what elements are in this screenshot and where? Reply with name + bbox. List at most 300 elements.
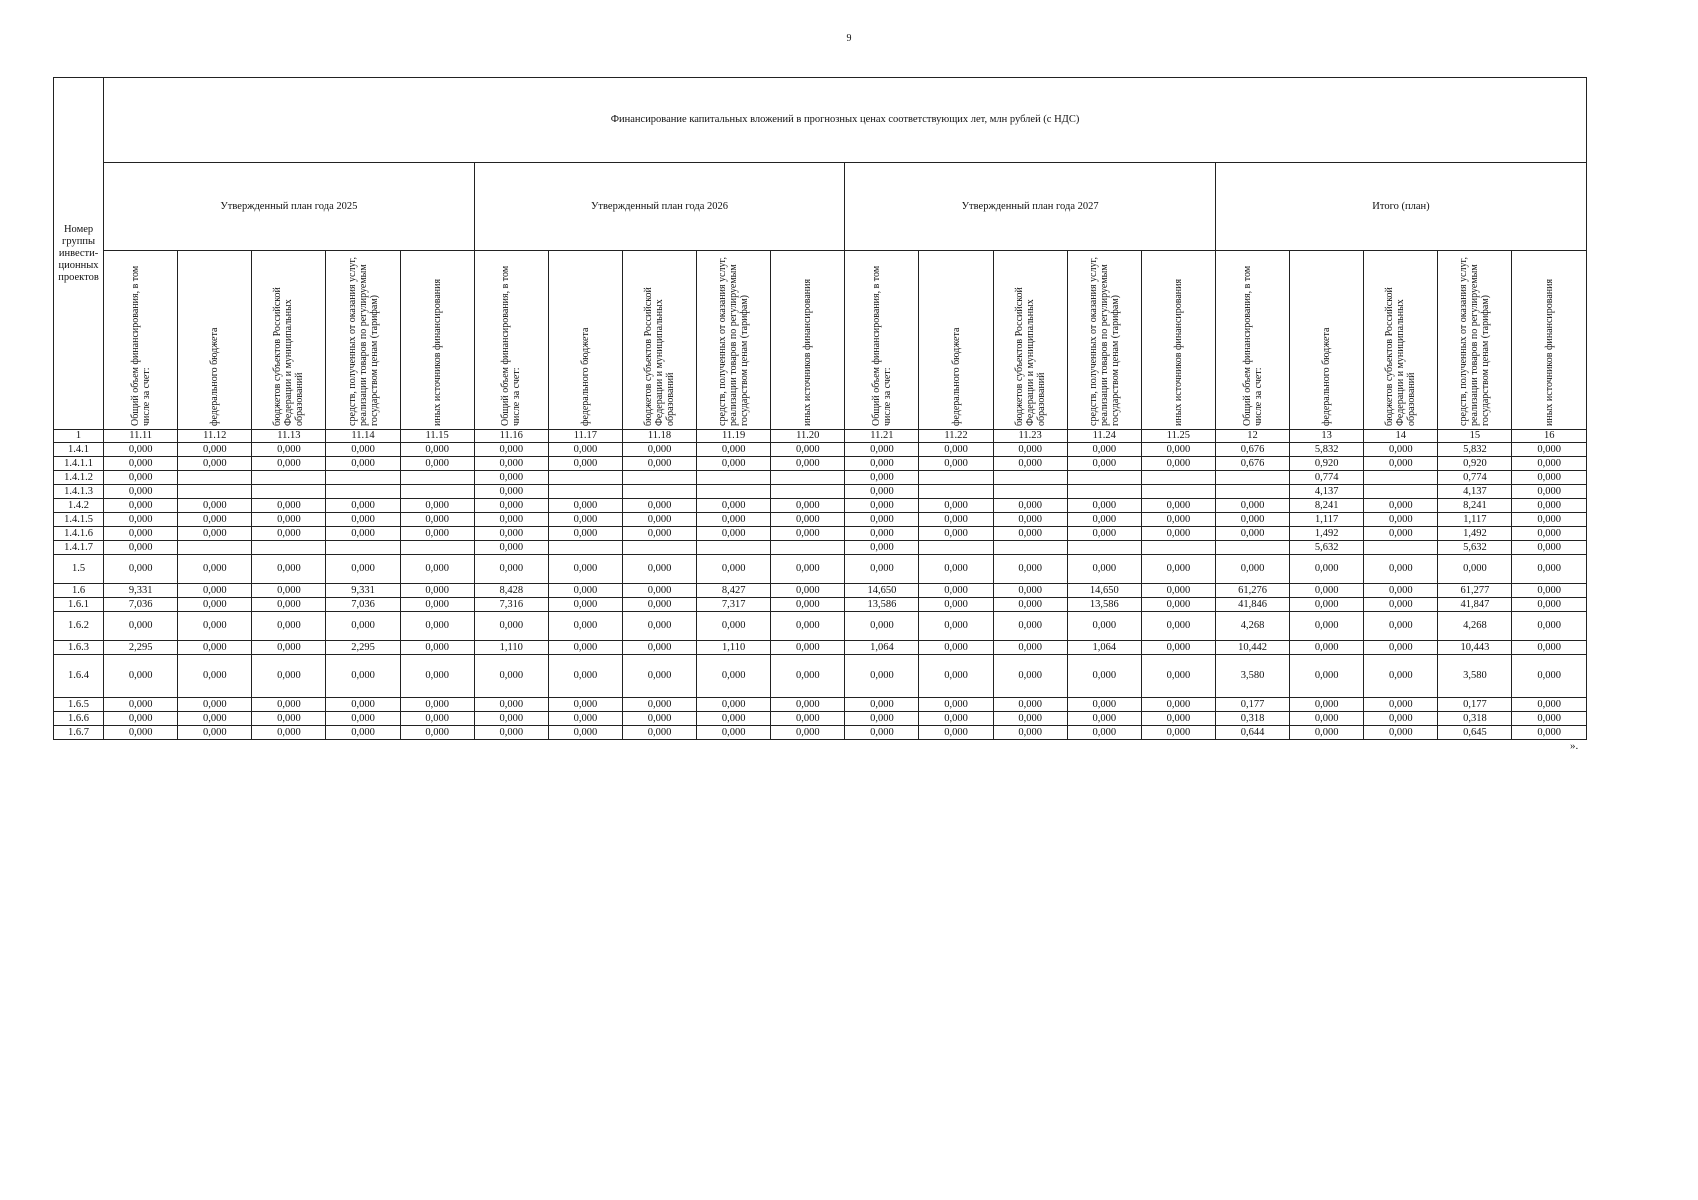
table-cell: 0,000 [178,698,252,712]
table-cell [771,471,845,485]
table-cell: 7,317 [697,598,771,612]
table-cell: 4,137 [1290,485,1364,499]
table-cell: 0,000 [1067,698,1141,712]
table-cell: 0,000 [771,527,845,541]
table-cell: 0,000 [771,641,845,655]
table-row [54,499,1587,513]
subheader-text: иных источников финансирования [1172,278,1184,426]
subheader-cell [1290,251,1364,430]
table-cell: 61,277 [1438,584,1512,598]
table-cell [178,541,252,555]
table-cell [252,541,326,555]
table-cell: 10,443 [1438,641,1512,655]
table-cell: 0,000 [771,712,845,726]
table-cell: 5,632 [1438,541,1512,555]
table-cell: 0,000 [1067,555,1141,584]
subheader-text: федерального бюджета [209,327,221,426]
table-cell: 0,000 [400,527,474,541]
table-cell: 0,000 [771,612,845,641]
table-cell: 0,000 [474,541,548,555]
table-cell: 0,318 [1215,712,1289,726]
table-cell [326,471,400,485]
table-cell: 0,000 [1141,712,1215,726]
table-cell: 0,000 [548,598,622,612]
table-cell: 0,000 [400,513,474,527]
table-cell: 0,645 [1438,726,1512,740]
subheader-cell [993,251,1067,430]
table-cell: 7,036 [326,598,400,612]
table-cell: 0,000 [1512,499,1587,513]
table-row [54,584,1587,598]
table-cell: 0,000 [1364,584,1438,598]
table-cell: 0,000 [622,598,696,612]
table-cell: 0,000 [993,712,1067,726]
table-cell [548,485,622,499]
table-cell: 0,000 [1512,541,1587,555]
row-group-number: 1.6.3 [54,641,104,655]
table-cell [1067,471,1141,485]
table-cell: 1,064 [845,641,919,655]
table-cell: 1,492 [1438,527,1512,541]
table-cell [993,471,1067,485]
table-cell: 0,000 [548,641,622,655]
table-cell: 0,000 [474,555,548,584]
table-cell: 0,000 [104,698,178,712]
table-cell: 0,000 [252,457,326,471]
table-cell: 0,000 [400,555,474,584]
table-cell: 0,000 [104,655,178,698]
table-cell: 0,000 [1512,598,1587,612]
table-cell: 0,000 [1290,598,1364,612]
closing-quote: ». [1570,740,1579,752]
table-cell: 5,632 [1290,541,1364,555]
table-row [54,655,1587,698]
table-cell: 0,000 [919,527,993,541]
table-cell: 0,000 [474,443,548,457]
table-cell: 0,000 [1290,655,1364,698]
subheader-text: Общий объем финансирования, в том числе за счет: [500,265,523,426]
subheader-cell [178,251,252,430]
table-cell [326,485,400,499]
table-cell [1141,485,1215,499]
table-cell: 0,000 [919,712,993,726]
table-cell: 0,000 [771,443,845,457]
row-group-number: 1.6.1 [54,598,104,612]
table-cell: 0,000 [548,712,622,726]
subheader-text: средств, полученных от оказания услуг, реализации товаров по регулируемым государством ценам (тарифам) [346,257,380,426]
table-cell: 0,000 [1512,443,1587,457]
table-cell: 0,000 [178,726,252,740]
table-cell [919,485,993,499]
table-cell: 0,000 [400,698,474,712]
table-cell: 0,000 [400,655,474,698]
column-number: 11.20 [771,430,845,443]
table-cell: 0,000 [1512,457,1587,471]
column-number: 11.15 [400,430,474,443]
column-number: 11.14 [326,430,400,443]
subheader-cell [326,251,400,430]
subheader-cell [474,251,548,430]
table-cell: 2,295 [104,641,178,655]
table-row [54,513,1587,527]
table-cell: 0,000 [474,485,548,499]
subheader-text: Общий объем финансирования, в том числе за счет: [870,265,893,426]
table-cell: 0,000 [104,457,178,471]
row-group-number: 1.6.2 [54,612,104,641]
subheader-text: средств, полученных от оказания услуг, реализации товаров по регулируемым государством ценам (тарифам) [1458,257,1492,426]
table-cell: 0,000 [252,655,326,698]
table-cell [697,541,771,555]
table-cell: 0,000 [993,698,1067,712]
table-cell: 0,177 [1438,698,1512,712]
table-cell: 0,000 [474,612,548,641]
table-cell [1215,541,1289,555]
table-cell: 0,000 [919,612,993,641]
table-cell: 0,000 [400,499,474,513]
table-cell: 0,000 [993,655,1067,698]
table-row [54,555,1587,584]
table-cell: 0,774 [1290,471,1364,485]
table-cell [622,485,696,499]
table-cell: 0,676 [1215,457,1289,471]
table-cell: 0,000 [326,698,400,712]
table-cell: 0,000 [1290,584,1364,598]
subheader-text: федерального бюджета [1321,327,1333,426]
table-cell: 0,000 [326,555,400,584]
table-cell: 0,000 [622,712,696,726]
column-number: 12 [1215,430,1289,443]
table-cell: 0,000 [697,527,771,541]
table-cell: 0,000 [1512,712,1587,726]
table-cell: 0,000 [993,641,1067,655]
table-cell: 0,000 [771,555,845,584]
table-cell: 0,000 [919,457,993,471]
table-cell: 0,000 [845,655,919,698]
table-cell: 4,268 [1438,612,1512,641]
subheader-text: иных источников финансирования [431,278,443,426]
table-cell: 0,000 [845,555,919,584]
table-cell: 0,000 [1364,443,1438,457]
table-cell: 0,000 [697,457,771,471]
column-number: 11.13 [252,430,326,443]
table-cell: 0,000 [1290,641,1364,655]
table-cell: 0,000 [993,555,1067,584]
table-cell: 0,000 [400,443,474,457]
table-cell: 0,000 [993,584,1067,598]
table-cell: 0,000 [1290,712,1364,726]
page-number: 9 [846,33,852,44]
column-number: 13 [1290,430,1364,443]
column-number: 11.19 [697,430,771,443]
table-cell: 0,000 [104,555,178,584]
table-cell [178,485,252,499]
table-cell: 0,000 [104,513,178,527]
table-cell: 0,000 [548,555,622,584]
table-cell: 0,000 [104,541,178,555]
table-cell: 0,000 [104,471,178,485]
group-number-header: Номер группы инвести-ционных проектов [54,78,104,430]
table-cell [1364,541,1438,555]
table-cell: 0,000 [1215,527,1289,541]
row-group-number: 1.4.1.3 [54,485,104,499]
table-cell: 61,276 [1215,584,1289,598]
table-cell: 0,000 [1067,612,1141,641]
table-cell: 0,000 [1141,443,1215,457]
column-number: 11.12 [178,430,252,443]
table-row [54,541,1587,555]
table-cell: 0,000 [1364,457,1438,471]
table-cell: 0,000 [1067,527,1141,541]
table-cell [771,541,845,555]
table-cell: 0,000 [1141,641,1215,655]
table-cell [1215,471,1289,485]
table-cell: 0,000 [548,726,622,740]
table-cell: 0,000 [1141,513,1215,527]
table-cell: 13,586 [845,598,919,612]
table-cell: 0,000 [771,513,845,527]
table-cell: 0,000 [1512,655,1587,698]
table-row [54,698,1587,712]
column-number: 1 [54,430,104,443]
table-cell: 0,000 [845,527,919,541]
table-cell: 0,000 [697,443,771,457]
table-cell: 0,000 [1512,555,1587,584]
table-cell: 1,117 [1438,513,1512,527]
table-cell: 0,000 [104,612,178,641]
table-cell [400,471,474,485]
table-cell: 0,000 [1364,698,1438,712]
table-cell: 0,000 [1290,726,1364,740]
table-cell: 0,000 [622,513,696,527]
table-cell [326,541,400,555]
table-cell [1067,485,1141,499]
table-cell: 0,000 [1141,584,1215,598]
table-cell: 0,000 [622,527,696,541]
year-header: Утвержденный план года 2025 [104,163,475,251]
table-cell: 0,000 [771,655,845,698]
table-cell: 0,000 [919,641,993,655]
table-cell: 0,000 [474,726,548,740]
subheader-text: Общий объем финансирования, в том числе за счет: [129,265,152,426]
table-cell: 0,000 [1364,712,1438,726]
table-cell: 0,000 [993,726,1067,740]
table-cell: 0,000 [252,584,326,598]
table-cell: 0,000 [548,612,622,641]
row-group-number: 1.6.4 [54,655,104,698]
table-cell: 0,000 [474,655,548,698]
row-group-number: 1.6 [54,584,104,598]
table-cell: 0,000 [1512,527,1587,541]
table-cell [1364,471,1438,485]
table-cell: 0,000 [771,499,845,513]
table-cell: 0,000 [919,584,993,598]
table-cell: 0,000 [1512,612,1587,641]
table-cell [622,541,696,555]
subheader-cell [771,251,845,430]
table-row [54,712,1587,726]
table-cell: 0,000 [548,513,622,527]
table-row [54,485,1587,499]
row-group-number: 1.6.5 [54,698,104,712]
table-row [54,641,1587,655]
table-cell: 0,000 [252,641,326,655]
table-cell: 0,000 [622,612,696,641]
table-cell: 0,000 [845,499,919,513]
table-cell: 0,000 [1067,513,1141,527]
row-group-number: 1.4.1.1 [54,457,104,471]
table-cell: 0,000 [622,584,696,598]
table-cell: 0,920 [1290,457,1364,471]
table-cell: 0,000 [697,726,771,740]
table-cell: 0,000 [993,527,1067,541]
table-cell: 0,000 [1364,641,1438,655]
table-cell: 0,000 [548,499,622,513]
subheader-text: средств, полученных от оказания услуг, реализации товаров по регулируемым государством ценам (тарифам) [1087,257,1121,426]
table-cell: 8,428 [474,584,548,598]
table-cell: 0,000 [400,457,474,471]
table-cell: 0,000 [1438,555,1512,584]
table-row [54,612,1587,641]
table-cell: 0,676 [1215,443,1289,457]
subheader-text: бюджетов субъектов Российской Федерации и муниципальных образований [1384,287,1418,426]
table-cell: 0,000 [697,555,771,584]
table-cell: 0,000 [1067,499,1141,513]
table-cell: 0,000 [326,712,400,726]
table-cell: 0,000 [1141,527,1215,541]
table-cell: 0,000 [697,655,771,698]
row-group-number: 1.6.6 [54,712,104,726]
table-cell: 0,000 [1215,499,1289,513]
table-cell: 8,427 [697,584,771,598]
subheader-text: средств, полученных от оказания услуг, реализации товаров по регулируемым государством ценам (тарифам) [717,257,751,426]
subheader-text: бюджетов субъектов Российской Федерации и муниципальных образований [643,287,677,426]
table-cell: 0,000 [1290,612,1364,641]
table-cell: 0,000 [1290,698,1364,712]
table-cell: 0,000 [1141,698,1215,712]
table-cell: 0,000 [326,726,400,740]
table-cell: 0,000 [252,555,326,584]
subheader-cell [1512,251,1587,430]
row-group-number: 1.4.1.5 [54,513,104,527]
table-cell: 0,000 [178,555,252,584]
table-cell [1141,471,1215,485]
table-cell: 0,000 [771,457,845,471]
table-cell [993,485,1067,499]
table-cell: 1,064 [1067,641,1141,655]
table-cell: 0,000 [919,555,993,584]
table-cell: 0,000 [1141,457,1215,471]
table-cell: 0,000 [1290,555,1364,584]
table-cell: 0,000 [1067,443,1141,457]
table-cell: 0,000 [845,612,919,641]
table-cell: 0,000 [178,641,252,655]
table-cell: 0,000 [771,698,845,712]
year-header: Утвержденный план года 2027 [845,163,1216,251]
table-cell: 0,000 [845,712,919,726]
table-cell: 0,000 [919,443,993,457]
table-cell: 0,000 [1141,499,1215,513]
table-cell: 0,000 [1141,655,1215,698]
table-cell: 0,000 [474,527,548,541]
table-cell: 0,000 [474,499,548,513]
table-cell: 0,000 [252,443,326,457]
table-cell: 0,000 [1364,726,1438,740]
table-cell: 0,000 [919,726,993,740]
table-cell [919,471,993,485]
table-cell: 0,000 [400,598,474,612]
subheader-text: федерального бюджета [579,327,591,426]
table-cell: 0,000 [622,698,696,712]
subheader-cell [104,251,178,430]
table-cell: 0,000 [104,726,178,740]
table-cell: 0,000 [993,443,1067,457]
table-cell: 0,000 [845,457,919,471]
table-cell: 0,000 [1512,726,1587,740]
subheader-text: Общий объем финансирования, в том числе за счет: [1241,265,1264,426]
subheader-text: иных источников финансирования [1543,278,1555,426]
table-cell [252,471,326,485]
table-cell [178,471,252,485]
table-cell: 0,000 [919,598,993,612]
table-cell: 14,650 [1067,584,1141,598]
table-cell: 7,036 [104,598,178,612]
table-cell: 10,442 [1215,641,1289,655]
table-cell: 0,000 [845,471,919,485]
table-cell: 0,000 [252,598,326,612]
column-number: 11.18 [622,430,696,443]
subheader-cell [845,251,919,430]
table-cell: 9,331 [104,584,178,598]
subheader-cell [697,251,771,430]
table-row [54,527,1587,541]
table-cell: 0,000 [474,457,548,471]
table-cell: 0,000 [178,499,252,513]
column-number: 15 [1438,430,1512,443]
table-cell: 0,000 [1067,712,1141,726]
table-cell: 0,000 [622,443,696,457]
table-cell: 0,644 [1215,726,1289,740]
subheader-cell [919,251,993,430]
table-cell: 0,774 [1438,471,1512,485]
row-group-number: 1.4.1.2 [54,471,104,485]
table-cell: 0,000 [697,612,771,641]
table-cell [1141,541,1215,555]
table-cell: 0,000 [1215,555,1289,584]
row-group-number: 1.4.1.6 [54,527,104,541]
table-cell: 0,000 [104,485,178,499]
table-cell: 0,000 [697,499,771,513]
table-cell: 0,000 [1512,698,1587,712]
table-cell: 5,832 [1438,443,1512,457]
table-cell: 4,137 [1438,485,1512,499]
table-cell [548,471,622,485]
table-cell: 1,117 [1290,513,1364,527]
column-number: 16 [1512,430,1587,443]
subheader-cell [622,251,696,430]
table-cell: 1,110 [474,641,548,655]
table-cell: 0,000 [252,513,326,527]
table-cell: 0,000 [326,499,400,513]
row-group-number: 1.4.1.7 [54,541,104,555]
subheader-cell [1364,251,1438,430]
table-cell: 0,000 [845,541,919,555]
table-cell: 0,000 [622,499,696,513]
table-cell: 0,000 [1512,471,1587,485]
table-cell [1067,541,1141,555]
table-cell: 0,000 [548,443,622,457]
table-cell: 0,000 [1141,598,1215,612]
table-cell [1364,485,1438,499]
